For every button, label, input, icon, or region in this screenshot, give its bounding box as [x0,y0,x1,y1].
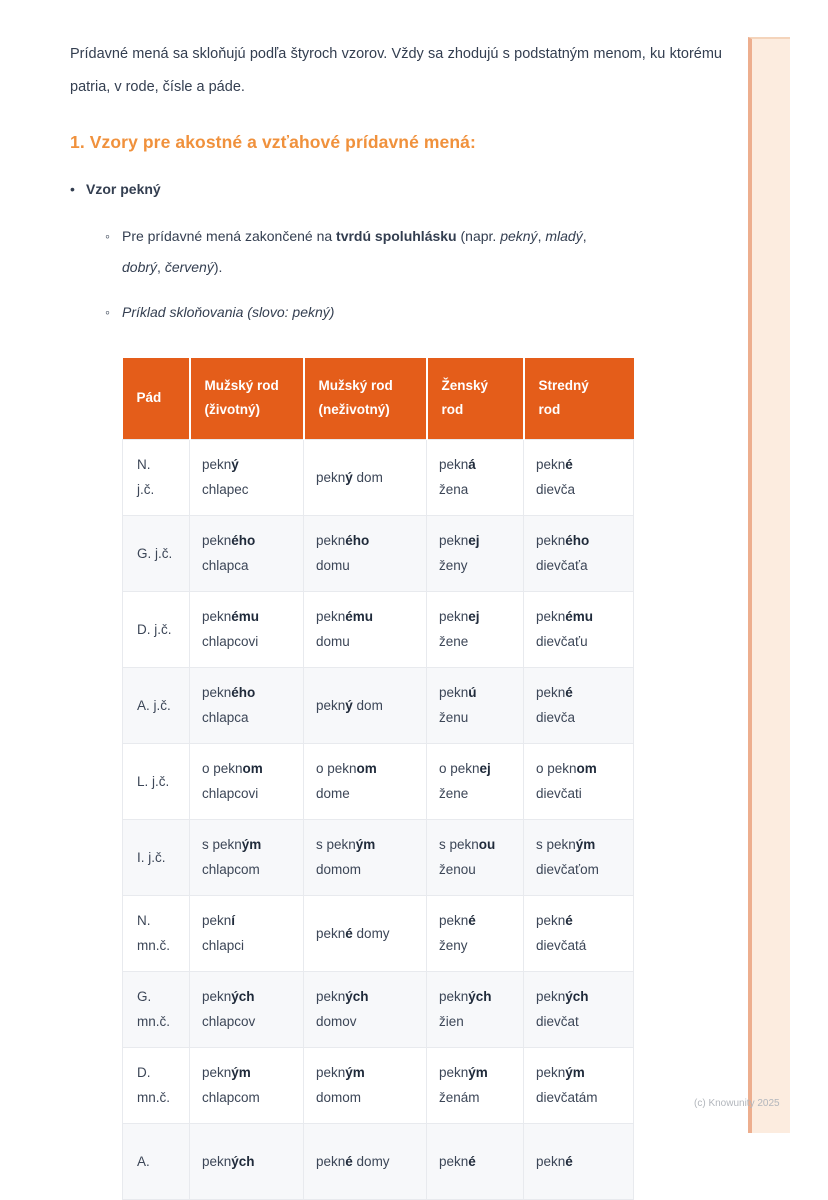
declension-table [122,358,634,1200]
table-cell: pekných dievčat [524,971,634,1047]
table-cell: pekným dievčatám [524,1047,634,1123]
table-row [123,1047,634,1123]
vzor-bullet-label: Vzor pekný [86,181,161,197]
table-cell: o peknej žene [427,743,524,819]
table-cell: pekné domy [304,1123,427,1199]
table-cell: pekných chlapcov [190,971,304,1047]
sub-bullet-text: Príklad skloňovania (slovo: pekný) [122,304,335,320]
table-row [123,515,634,591]
table-cell: pekné [524,1123,634,1199]
intro-paragraph: Prídavné mená sa skloňujú podľa štyroch vzorov. Vždy sa zhodujú s podstatným menom, ku ktorému patria, v rode, čísle a páde. [70,46,722,95]
table-cell: pekného chlapca [190,667,304,743]
table-cell: pekné dievča [524,439,634,515]
case-label-cell: G. mn.č. [123,971,190,1047]
section-heading: 1. Vzory pre akostné a vzťahové prídavné mená: [70,132,476,152]
table-cell: peknú ženu [427,667,524,743]
case-label-cell: N. mn.č. [123,895,190,971]
bullet-dot-icon: • [70,181,75,197]
table-cell: pekných [190,1123,304,1199]
table-cell: s pekným chlapcom [190,819,304,895]
table-cell: pekní chlapci [190,895,304,971]
sub-bullet-text: Pre prídavné mená zakončené na tvrdú spoluhlásku (napr. pekný, mladý, dobrý, červený). [122,228,587,275]
table-cell: pekný chlapec [190,439,304,515]
sub-bullet-item [105,221,758,283]
table-header-cell: Mužský rod (životný) [190,358,304,439]
table-cell: pekným ženám [427,1047,524,1123]
table-cell: pekným domom [304,1047,427,1123]
table-header-cell: Ženský rod [427,358,524,439]
table-cell: pekné ženy [427,895,524,971]
circle-bullet-icon: ◦ [105,228,110,244]
table-cell: pekného dievčaťa [524,515,634,591]
table-row [123,439,634,515]
table-cell: pekným chlapcom [190,1047,304,1123]
case-label-cell: A. j.č. [123,667,190,743]
sub-bullet-item [105,297,758,328]
table-row [123,895,634,971]
table-cell: pekných domov [304,971,427,1047]
sub-bullet-list [105,221,758,328]
table-cell: pekné dievča [524,667,634,743]
case-label-cell: L. j.č. [123,743,190,819]
table-cell: pekných žien [427,971,524,1047]
copyright-watermark: (c) Knowunity 2025 [694,1098,780,1109]
table-cell: peknému dievčaťu [524,591,634,667]
table-cell: peknej ženy [427,515,524,591]
table-row [123,667,634,743]
table-cell: pekného domu [304,515,427,591]
table-cell: pekná žena [427,439,524,515]
table-cell: o peknom dome [304,743,427,819]
table-row [123,971,634,1047]
table-row [123,1123,634,1199]
table-cell: s peknou ženou [427,819,524,895]
table-header-cell: Mužský rod (neživotný) [304,358,427,439]
table-body [123,439,634,1199]
table-cell: o peknom chlapcovi [190,743,304,819]
table-cell: s pekným dievčaťom [524,819,634,895]
table-cell: pekný dom [304,667,427,743]
table-cell: peknej žene [427,591,524,667]
case-label-cell: N. j.č. [123,439,190,515]
table-cell: s pekným domom [304,819,427,895]
vzor-bullet-item [70,179,758,199]
table-row [123,743,634,819]
table-cell: pekného chlapca [190,515,304,591]
circle-bullet-icon: ◦ [105,304,110,320]
table-header-row [123,358,634,439]
table-row [123,819,634,895]
table-cell: peknému chlapcovi [190,591,304,667]
case-label-cell: I. j.č. [123,819,190,895]
table-cell: o peknom dievčati [524,743,634,819]
case-label-cell: D. mn.č. [123,1047,190,1123]
table-cell: pekný dom [304,439,427,515]
table-cell: pekné domy [304,895,427,971]
table-header-cell: Pád [123,358,190,439]
table-cell: peknému domu [304,591,427,667]
table-header-cell: Stredný rod [524,358,634,439]
table-row [123,591,634,667]
case-label-cell: A. [123,1123,190,1199]
table-cell: pekné dievčatá [524,895,634,971]
table-cell: pekné [427,1123,524,1199]
case-label-cell: G. j.č. [123,515,190,591]
case-label-cell: D. j.č. [123,591,190,667]
